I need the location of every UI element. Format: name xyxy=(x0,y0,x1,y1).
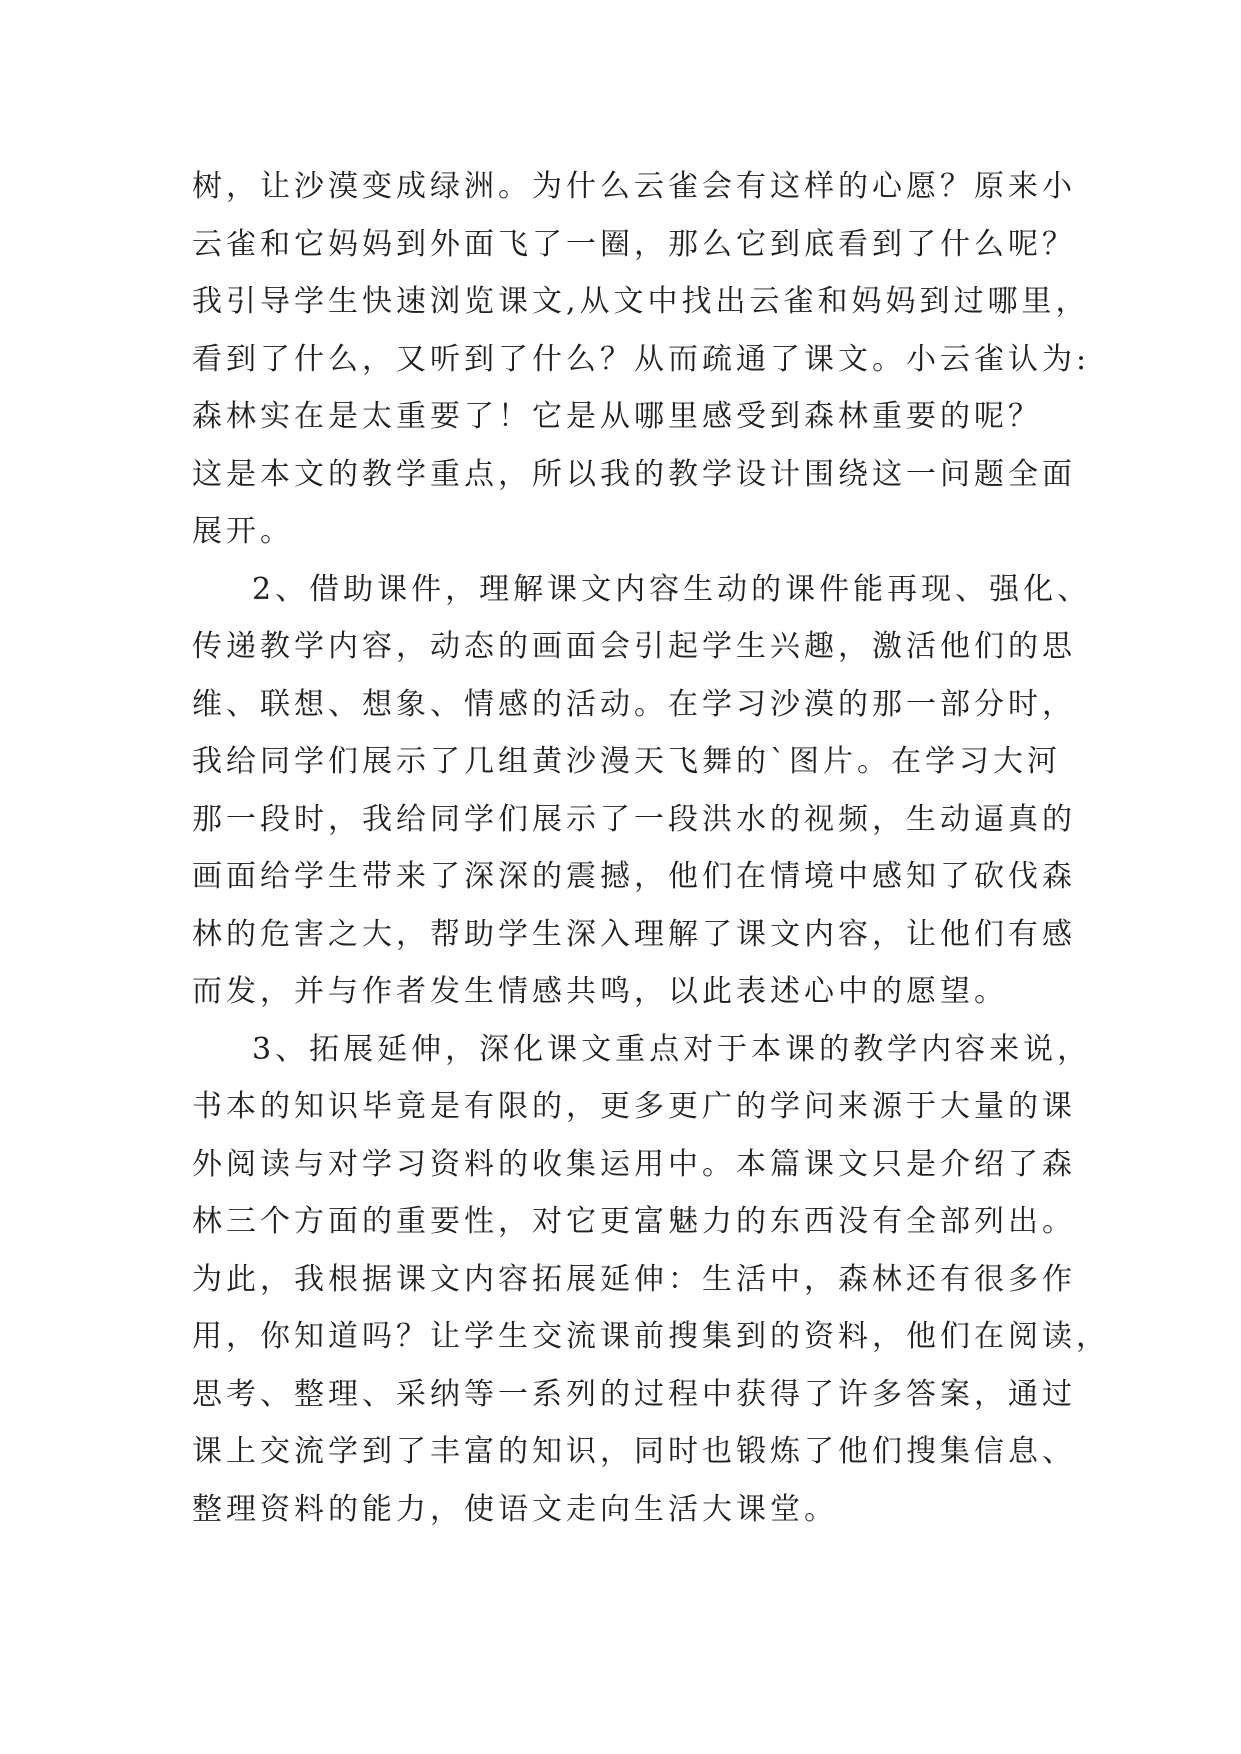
text-line: 用，你知道吗？让学生交流课前搜集到的资料，他们在阅读， xyxy=(192,1319,1110,1354)
text-line: 维、联想、想象、情感的活动。在学习沙漠的那一部分时， xyxy=(192,686,1076,722)
text-line: 这是本文的教学重点，所以我的教学设计围绕这一问题全面 xyxy=(192,456,1076,492)
paragraph-2-first-line: 2、借助课件，理解课文内容生动的课件能再现、强化、 xyxy=(252,571,1092,607)
text-line: 林三个方面的重要性，对它更富魅力的东西没有全部列出。 xyxy=(192,1204,1076,1239)
text-line: 外阅读与对学习资料的收集运用中。本篇课文只是介绍了森 xyxy=(192,1146,1076,1182)
text-line: 森林实在是太重要了！它是从哪里感受到森林重要的呢？ xyxy=(192,399,1042,434)
text-line: 展开。 xyxy=(192,514,294,549)
body-text xyxy=(192,158,1110,1538)
text-line: 整理资料的能力，使语文走向生活大课堂。 xyxy=(192,1491,838,1527)
text-line: 为此，我根据课文内容拓展延伸：生活中，森林还有很多作 xyxy=(192,1261,1076,1297)
text-line: 思考、整理、采纳等一系列的过程中获得了许多答案，通过 xyxy=(192,1376,1076,1412)
text-line: 课上交流学到了丰富的知识，同时也锻炼了他们搜集信息、 xyxy=(192,1434,1076,1469)
text-line: 林的危害之大，帮助学生深入理解了课文内容，让他们有感 xyxy=(192,916,1076,952)
text-line: 传递教学内容，动态的画面会引起学生兴趣，激活他们的思 xyxy=(192,629,1076,664)
text-line: 书本的知识毕竟是有限的，更多更广的学问来源于大量的课 xyxy=(192,1089,1076,1124)
text-line: 画面给学生带来了深深的震撼，他们在情境中感知了砍伐森 xyxy=(192,859,1076,894)
paragraph-3-first-line: 3、拓展延伸，深化课文重点对于本课的教学内容来说， xyxy=(252,1031,1092,1067)
text-line: 云雀和它妈妈到外面飞了一圈，那么它到底看到了什么呢？ xyxy=(192,226,1076,262)
text-line: 我引导学生快速浏览课文,从文中找出云雀和妈妈到过哪里， xyxy=(192,284,1090,319)
text-line: 树，让沙漠变成绿洲。为什么云雀会有这样的心愿？原来小 xyxy=(192,169,1076,204)
text-line: 看到了什么，又听到了什么？从而疏通了课文。小云雀认为: xyxy=(192,341,1091,377)
text-line: 那一段时，我给同学们展示了一段洪水的视频，生动逼真的 xyxy=(192,801,1076,837)
text-line: 我给同学们展示了几组黄沙漫天飞舞的`图片。在学习大河 xyxy=(192,744,1061,779)
text-line: 而发，并与作者发生情感共鸣，以此表述心中的愿望。 xyxy=(192,974,1008,1009)
